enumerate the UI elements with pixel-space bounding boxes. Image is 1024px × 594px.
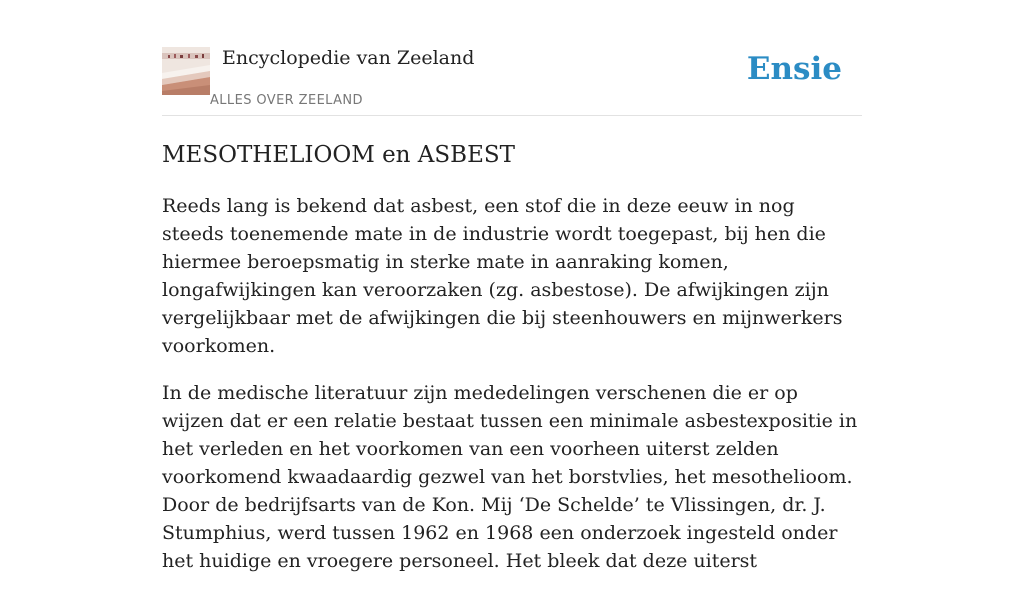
site-tagline: ALLES OVER ZEELAND xyxy=(210,93,363,108)
page-container xyxy=(162,0,862,572)
article-title: MESOTHELIOOM en ASBEST xyxy=(162,142,515,168)
article-body xyxy=(162,192,862,594)
article-paragraph: In de medische literatuur zijn mededelingen verschenen die er op wijzen dat er een relatie bestaat tussen een minimale asbestexpositie in het verleden en het voorkomen van een voorheen uiterst zelden voorkomend kwaadaardig gezwel van het borstvlies, het mesothelioom. Door de bedrijfsarts van de Kon. Mij ‘De Schelde’ te Vlissingen, dr. J. Stumphius, werd tussen 1962 en 1968 een onderzoek ingesteld onder het huidige en vroegere personeel. Het bleek dat deze uiterst xyxy=(162,382,858,572)
article-paragraph: Reeds lang is bekend dat asbest, een stof die in deze eeuw in nog steeds toenemende mate in de industrie wordt toegepast, bij hen die hiermee beroepsmatig in sterke mate in aanraking komen, longafwijkingen kan veroorzaken (zg. asbestose). De afwijkingen zijn vergelijkbaar met de afwijkingen die bij steenhouwers en mijnwerkers voorkomen. xyxy=(162,195,843,357)
site-header xyxy=(162,0,862,116)
ensie-logo[interactable]: Ensie xyxy=(746,51,842,87)
site-title[interactable]: Encyclopedie van Zeeland xyxy=(222,47,475,69)
site-avatar[interactable] xyxy=(162,47,210,95)
avatar-image-icon xyxy=(162,47,210,95)
